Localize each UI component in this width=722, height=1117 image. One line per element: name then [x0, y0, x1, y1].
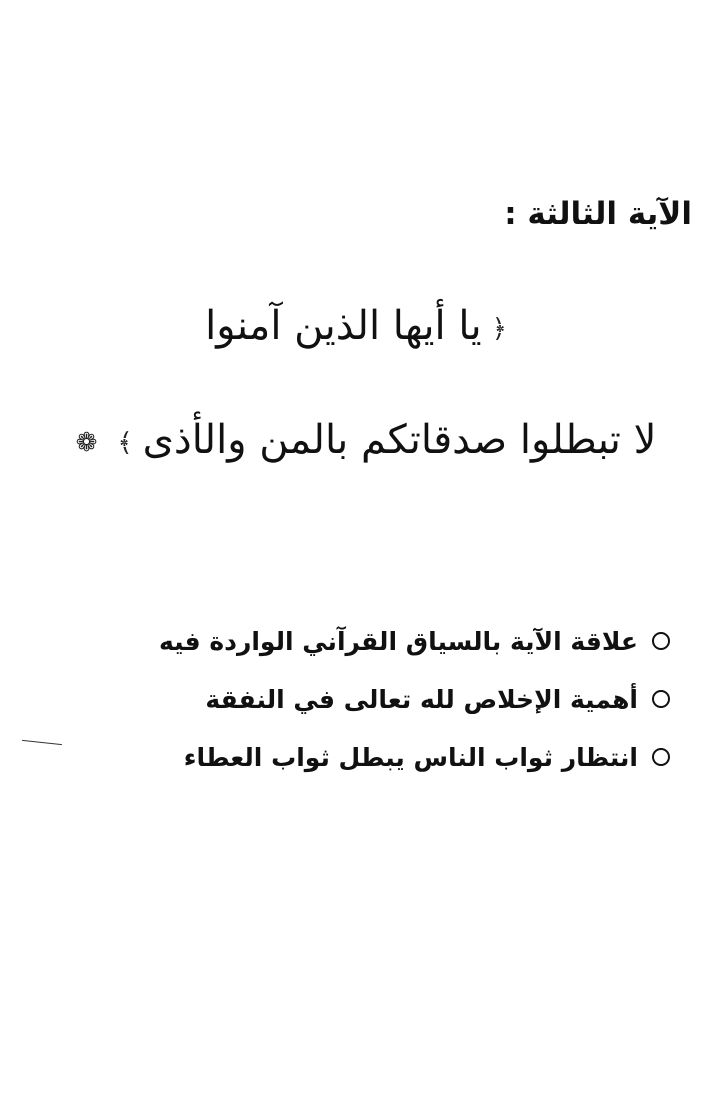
list-item-text: انتظار ثواب الناس يبطل ثواب العطاء: [183, 742, 638, 772]
list-item: [159, 612, 670, 670]
verse-line-2-text: لا تبطلوا صدقاتكم بالمن والأذى: [142, 417, 657, 463]
verse-open-bracket: ﴿: [491, 314, 507, 344]
verse-end-ornament-icon: ❁: [75, 428, 98, 458]
verse-line-2: [0, 417, 722, 463]
topics-list: [159, 612, 670, 786]
verse-line-1: [0, 303, 722, 349]
list-item-text: أهمية الإخلاص لله تعالى في النفقة: [205, 684, 638, 714]
circle-bullet-icon: [652, 632, 670, 650]
circle-bullet-icon: [652, 748, 670, 766]
verse-close-bracket: ﴾: [117, 428, 133, 458]
margin-mark: [22, 740, 62, 745]
list-item: [159, 728, 670, 786]
verse-line-1-text: يا أيها الذين آمنوا: [205, 303, 482, 349]
list-item-text: علاقة الآية بالسياق القرآني الواردة فيه: [158, 626, 638, 656]
list-item: [159, 670, 670, 728]
section-heading: الآية الثالثة :: [504, 196, 692, 232]
circle-bullet-icon: [652, 690, 670, 708]
